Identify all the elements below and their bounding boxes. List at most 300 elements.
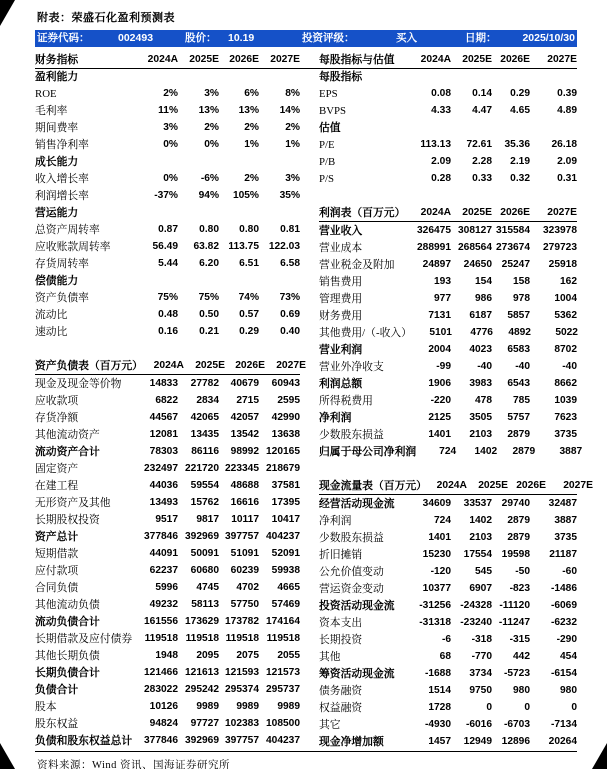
table-row (35, 221, 300, 238)
row-label: 营运能力 (35, 207, 79, 219)
cell-value: 11% (158, 105, 178, 116)
year-column-label: 2027E (547, 207, 577, 218)
cell-value: 6822 (155, 395, 178, 406)
cell-value: 326475 (417, 225, 451, 236)
table-row (319, 682, 577, 699)
cell-value: 0.80 (239, 224, 259, 235)
financial-indicators-table (35, 50, 306, 750)
table-row (319, 358, 577, 375)
cell-value: 2% (244, 122, 259, 133)
row-label: 少数股东损益 (319, 429, 384, 441)
cell-value: 51091 (230, 548, 259, 559)
table-row (319, 699, 577, 716)
cell-value: 2.09 (557, 156, 577, 167)
cell-value: 2055 (277, 650, 300, 661)
cell-value: 119518 (144, 633, 178, 644)
cell-value: 0.16 (158, 326, 178, 337)
row-label: 归属于母公司净利润 (319, 446, 417, 458)
cell-value: 9989 (277, 701, 300, 712)
row-label: 速动比 (35, 326, 68, 338)
cell-value: 73% (279, 292, 300, 303)
row-label: 营业收入 (319, 225, 363, 237)
cell-value: -220 (430, 395, 451, 406)
row-label: 资产负债率 (35, 292, 89, 304)
cell-value: 158 (513, 276, 530, 287)
cell-value: -37% (154, 190, 178, 201)
row-label: 总资产周转率 (35, 224, 100, 236)
cell-value: 1457 (428, 736, 451, 747)
cell-value: 120165 (266, 446, 300, 457)
section-row (35, 272, 300, 289)
cell-value: 113.75 (228, 241, 259, 252)
cell-value: 8% (285, 88, 300, 99)
cell-value: 121613 (185, 667, 219, 678)
row-label: 盈利能力 (35, 71, 79, 83)
cell-value: 980 (560, 685, 577, 696)
table-row (35, 136, 300, 153)
row-label: 在建工程 (35, 480, 79, 492)
cell-value: 5757 (507, 412, 530, 423)
cell-value: 12081 (149, 429, 178, 440)
row-label: ROE (35, 87, 57, 100)
row-label: 每股指标与估值 (319, 53, 395, 66)
cell-value: -1486 (550, 583, 577, 594)
cell-value: 5362 (554, 310, 577, 321)
table-row (35, 238, 300, 255)
cell-value: 121573 (266, 667, 300, 678)
table-header-row (319, 50, 577, 68)
cell-value: 268564 (458, 242, 492, 253)
cell-value: 986 (475, 293, 492, 304)
row-label: 所得税费用 (319, 395, 373, 407)
year-column-label: 2024A (147, 53, 178, 65)
stock-price-value: 10.19 (228, 32, 255, 44)
cell-value: 52091 (271, 548, 300, 559)
table-row (319, 665, 577, 682)
cell-value: -23240 (460, 617, 492, 628)
cell-value: 478 (475, 395, 492, 406)
cell-value: -6069 (550, 600, 577, 611)
cell-value: 0.39 (557, 88, 577, 99)
cell-value: 10126 (149, 701, 178, 712)
cell-value: 102383 (225, 718, 259, 729)
cell-value: 0% (163, 139, 178, 150)
row-label: 其他费用/（-收入） (319, 327, 412, 339)
table-row (319, 614, 577, 631)
table-header-row (35, 50, 300, 68)
cell-value: 6.58 (280, 258, 300, 269)
cell-value: -1688 (424, 668, 451, 679)
cell-value: 4.33 (431, 105, 451, 116)
cell-value: 9517 (155, 514, 178, 525)
cell-value: 392969 (185, 735, 219, 746)
cell-value: -31318 (419, 617, 451, 628)
table-row (319, 136, 577, 153)
cell-value: 29740 (501, 498, 530, 509)
cell-value: -6232 (550, 617, 577, 628)
year-column-label: 2024A (420, 53, 451, 65)
cell-value: -6154 (550, 668, 577, 679)
table-row (35, 715, 300, 732)
cell-value: 0.33 (472, 173, 492, 184)
row-label: 收入增长率 (35, 173, 89, 185)
cell-value: 6583 (507, 344, 530, 355)
row-label: 管理费用 (319, 293, 363, 305)
cell-value: 5996 (155, 582, 178, 593)
cell-value: 193 (434, 276, 451, 287)
year-column-label: 2025E (478, 480, 508, 491)
page-corner-top-left (0, 0, 15, 26)
cell-value: -6% (200, 173, 219, 184)
section-row (319, 68, 577, 85)
cell-value: 724 (434, 515, 451, 526)
table-header-row (319, 204, 577, 222)
cell-value: 0 (571, 702, 577, 713)
cell-value: -7134 (550, 719, 577, 730)
cell-value: 20264 (548, 736, 577, 747)
cell-value: 2879 (507, 429, 530, 440)
year-column-label: 2025E (195, 360, 225, 371)
cell-value: 173629 (185, 616, 219, 627)
cell-value: 0.50 (199, 309, 219, 320)
row-label: 负债和股东权益总计 (35, 735, 133, 747)
table-row (35, 732, 300, 749)
cell-value: 13% (238, 105, 259, 116)
cell-value: 3735 (554, 532, 577, 543)
table-row (319, 648, 577, 665)
cell-value: 5101 (429, 327, 452, 338)
row-label: EPS (319, 87, 338, 100)
cell-value: 0.14 (472, 88, 492, 99)
row-label: 股东权益 (35, 718, 79, 730)
cell-value: 13638 (271, 429, 300, 440)
cell-value: 2715 (236, 395, 259, 406)
cell-value: -50 (515, 566, 530, 577)
year-column-label: 2026E (500, 53, 530, 65)
cell-value: 1401 (428, 532, 451, 543)
row-label: 筹资活动现金流 (319, 668, 395, 680)
cell-value: 6907 (469, 583, 492, 594)
cell-value: 25918 (548, 259, 577, 270)
cell-value: 40679 (230, 378, 259, 389)
cell-value: 724 (439, 446, 457, 457)
cell-value: 75% (198, 292, 219, 303)
date-label: 日期： (465, 33, 497, 44)
table-row (35, 460, 300, 477)
cell-value: 0.08 (431, 88, 451, 99)
cell-value: -60 (562, 566, 577, 577)
cell-value: 377846 (144, 531, 178, 542)
cell-value: 0.32 (510, 173, 530, 184)
row-label: 财务费用 (319, 310, 363, 322)
cell-value: 44036 (149, 480, 178, 491)
cell-value: -11120 (499, 600, 530, 611)
cell-value: 13% (198, 105, 219, 116)
table-row (35, 528, 300, 545)
cell-value: -770 (471, 651, 492, 662)
table-row (35, 545, 300, 562)
cell-value: 218679 (266, 463, 300, 474)
stock-code-label: 证券代码： (37, 33, 90, 44)
table-row (319, 546, 577, 563)
cell-value: 2834 (196, 395, 219, 406)
cell-value: 442 (513, 651, 530, 662)
year-column-label: 2026E (235, 360, 265, 371)
row-label: 投资活动现金流 (319, 600, 395, 612)
cell-value: 13542 (230, 429, 259, 440)
cell-value: 16616 (230, 497, 259, 508)
table-row (319, 375, 577, 392)
cell-value: 2004 (428, 344, 451, 355)
cell-value: 98992 (230, 446, 259, 457)
cell-value: 63.82 (193, 241, 219, 252)
table-row (35, 289, 300, 306)
data-source-note: 资料来源：Wind 资讯、国海证券研究所 (37, 760, 231, 769)
cell-value: 154 (475, 276, 492, 287)
cell-value: 4776 (470, 327, 493, 338)
table-row (35, 409, 300, 426)
table-row (319, 426, 577, 443)
row-label: 合同负债 (35, 582, 79, 594)
cell-value: 12949 (463, 736, 492, 747)
cell-value: 173782 (225, 616, 259, 627)
row-label: 债务融资 (319, 685, 363, 697)
table-row (319, 256, 577, 273)
cell-value: 161556 (144, 616, 178, 627)
cell-value: 17395 (271, 497, 300, 508)
table-row (319, 495, 577, 512)
row-label: 长期股权投资 (35, 514, 100, 526)
cell-value: 119518 (225, 633, 259, 644)
cell-value: 221720 (185, 463, 219, 474)
cell-value: 94% (198, 190, 219, 201)
page-corner-bottom-right (592, 743, 607, 769)
row-label: 负债合计 (35, 684, 79, 696)
cell-value: 404237 (266, 735, 300, 746)
cell-value: 24650 (463, 259, 492, 270)
page-corner-bottom-left (0, 743, 15, 769)
cell-value: 60943 (271, 378, 300, 389)
cell-value: 60680 (190, 565, 219, 576)
row-label: 流动负债合计 (35, 616, 100, 628)
cell-value: 14% (279, 105, 300, 116)
cell-value: 7131 (428, 310, 451, 321)
cell-value: 785 (513, 395, 530, 406)
date-value: 2025/10/30 (522, 32, 575, 44)
cell-value: 9989 (196, 701, 219, 712)
cell-value: -40 (515, 361, 530, 372)
cell-value: 2095 (196, 650, 219, 661)
row-label: 固定资产 (35, 463, 79, 475)
cell-value: 295374 (225, 684, 259, 695)
cell-value: 4702 (236, 582, 259, 593)
year-column-label: 2024A (436, 480, 467, 491)
table-row (319, 307, 577, 324)
cell-value: 57469 (271, 599, 300, 610)
row-label: 经营活动现金流 (319, 498, 395, 510)
cell-value: 33537 (463, 498, 492, 509)
row-label: 应收款项 (35, 395, 79, 407)
table-row (35, 392, 300, 409)
cell-value: 3983 (469, 378, 492, 389)
cell-value: 977 (434, 293, 451, 304)
cell-value: 2% (204, 122, 219, 133)
stock-code-value: 002493 (118, 32, 154, 44)
table-row (35, 426, 300, 443)
year-column-label: 2026E (516, 480, 546, 491)
cell-value: 12896 (501, 736, 530, 747)
cell-value: 0.21 (199, 326, 219, 337)
table-row (319, 580, 577, 597)
row-label: 流动比 (35, 309, 68, 321)
row-label: 每股指标 (319, 71, 363, 83)
row-label: 净利润 (319, 515, 352, 527)
cell-value: 74% (238, 292, 259, 303)
cell-value: 0.40 (280, 326, 300, 337)
cell-value: 0.28 (431, 173, 451, 184)
cell-value: 121466 (144, 667, 178, 678)
cell-value: 24897 (422, 259, 451, 270)
row-label: 存货周转率 (35, 258, 89, 270)
cell-value: 113.13 (420, 139, 451, 150)
cell-value: 1402 (474, 446, 498, 457)
table-row (35, 698, 300, 715)
table-row (319, 716, 577, 733)
cell-value: 59938 (271, 565, 300, 576)
cell-value: 0.57 (239, 309, 259, 320)
row-label: 其它 (319, 719, 341, 731)
section-row (35, 204, 300, 221)
table-row (319, 409, 577, 426)
cell-value: 0% (163, 173, 178, 184)
table-row (319, 443, 583, 460)
cell-value: 10117 (231, 514, 259, 525)
cell-value: 397757 (225, 735, 259, 746)
year-column-label: 2027E (270, 53, 300, 65)
cell-value: 121593 (225, 667, 259, 678)
row-label: 财务指标 (35, 53, 79, 66)
table-row (35, 579, 300, 596)
cell-value: -24328 (460, 600, 492, 611)
cell-value: 35.36 (504, 139, 530, 150)
cell-value: 34609 (422, 498, 451, 509)
cell-value: -290 (556, 634, 577, 645)
cell-value: 19598 (501, 549, 530, 560)
cell-value: 2879 (512, 446, 536, 457)
cell-value: 2075 (236, 650, 259, 661)
cell-value: 2595 (277, 395, 300, 406)
cell-value: 223345 (225, 463, 259, 474)
cell-value: 119518 (185, 633, 219, 644)
cell-value: 0.48 (158, 309, 178, 320)
row-label: 营业成本 (319, 242, 363, 254)
row-label: 其他流动资产 (35, 429, 100, 441)
cell-value: 3887 (554, 515, 577, 526)
cell-value: -6703 (503, 719, 530, 730)
year-column-label: 2027E (563, 480, 593, 491)
cell-value: 978 (513, 293, 530, 304)
row-label: 估值 (319, 122, 341, 134)
row-label: 长期投资 (319, 634, 363, 646)
table-row (35, 187, 300, 204)
cell-value: 323978 (543, 225, 577, 236)
cell-value: 62237 (149, 565, 178, 576)
cell-value: 15230 (422, 549, 451, 560)
cell-value: -6 (441, 634, 451, 645)
cell-value: 60239 (230, 565, 259, 576)
cell-value: 5022 (555, 327, 578, 338)
row-label: 毛利率 (35, 105, 68, 117)
cell-value: 42057 (230, 412, 259, 423)
row-label: P/S (319, 172, 335, 185)
cell-value: 59554 (190, 480, 219, 491)
year-column-label: 2025E (462, 207, 492, 218)
cell-value: 288991 (417, 242, 451, 253)
table-row (319, 512, 577, 529)
cell-value: 68 (439, 651, 451, 662)
cell-value: 26.18 (551, 139, 577, 150)
row-label: 销售净利率 (35, 139, 89, 151)
cell-value: 5857 (507, 310, 530, 321)
cell-value: 3% (163, 122, 178, 133)
table-row (319, 733, 577, 750)
table-row (35, 681, 300, 698)
cell-value: 0.29 (239, 326, 259, 337)
cell-value: 3734 (469, 668, 492, 679)
cell-value: 75% (157, 292, 178, 303)
cell-value: 283022 (144, 684, 178, 695)
stock-info-bar (35, 30, 577, 47)
row-label: 其他长期负债 (35, 650, 100, 662)
cell-value: 4.65 (510, 105, 530, 116)
table-row (319, 170, 577, 187)
cell-value: 6% (244, 88, 259, 99)
cell-value: -11247 (498, 617, 530, 628)
table-row (319, 273, 577, 290)
cell-value: 49232 (149, 599, 178, 610)
cell-value: 0% (204, 139, 219, 150)
row-label: 其他 (319, 651, 341, 663)
cell-value: 545 (475, 566, 492, 577)
cell-value: 94824 (149, 718, 178, 729)
row-label: 偿债能力 (35, 275, 79, 287)
cell-value: 2.09 (431, 156, 451, 167)
cell-value: 0.80 (199, 224, 219, 235)
cell-value: 119518 (266, 633, 300, 644)
row-label: 成长能力 (35, 156, 79, 168)
cell-value: 56.49 (152, 241, 178, 252)
table-row (35, 443, 300, 460)
table-row (35, 323, 300, 340)
table-row (35, 630, 300, 647)
cell-value: 10377 (422, 583, 451, 594)
row-label: 无形资产及其他 (35, 497, 111, 509)
spacer-row (319, 187, 577, 204)
cell-value: 3% (285, 173, 300, 184)
row-label: P/B (319, 155, 336, 168)
table-row (35, 85, 300, 102)
cell-value: -120 (430, 566, 451, 577)
cell-value: -5723 (503, 668, 530, 679)
cell-value: 25247 (501, 259, 530, 270)
row-label: 应收账款周转率 (35, 241, 111, 253)
row-label: 权益融资 (319, 702, 363, 714)
row-label: 营业外净收支 (319, 361, 384, 373)
cell-value: 6543 (507, 378, 530, 389)
cell-value: 9817 (196, 514, 219, 525)
cell-value: 1402 (469, 515, 492, 526)
cell-value: 72.61 (466, 139, 492, 150)
